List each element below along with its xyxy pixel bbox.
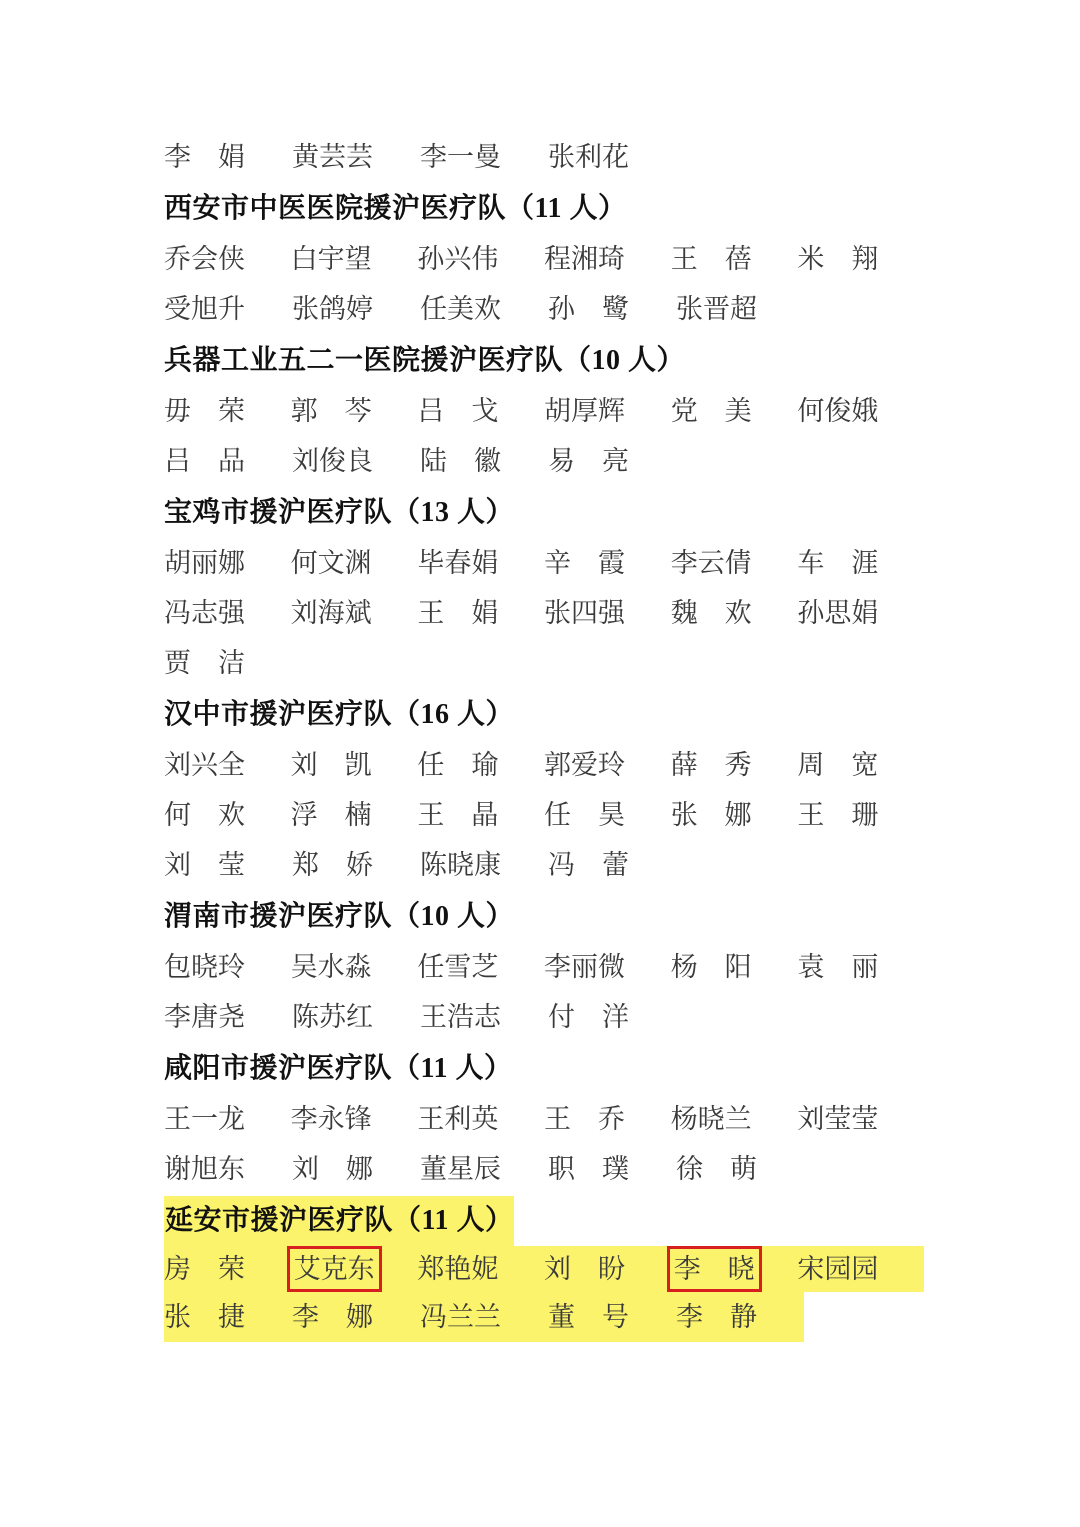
name-cell: 张 捷 [164,1292,292,1342]
name-row-highlighted [164,1246,924,1292]
name-cell: 徐 萌 [676,1154,757,1184]
group-heading: 西安市中医医院援沪医疗队（11 人） [164,193,627,224]
name-cell: 何 欢 [164,800,245,830]
name-cell: 陈晓康 [420,850,501,880]
name-cell: 浮 楠 [290,800,372,830]
name-cell: 吕 品 [164,446,245,476]
name-row [164,132,924,182]
name-cell: 周 宽 [797,750,879,780]
name-cell: 孙 鹭 [548,294,629,324]
name-row [164,284,924,334]
name-row [164,840,924,890]
name-cell: 王 珊 [797,800,879,830]
name-row [164,740,924,790]
name-cell: 白宇望 [290,244,372,274]
name-cell: 刘兴全 [164,750,245,780]
group-heading: 兵器工业五二一医院援沪医疗队（10 人） [164,345,686,376]
name-cell: 薛 秀 [670,750,752,780]
name-cell: 张四强 [544,598,626,628]
name-cell: 张利花 [548,142,629,172]
name-cell: 职 璞 [548,1154,629,1184]
name-cell: 王 乔 [544,1104,626,1134]
name-cell: 米 翔 [797,244,879,274]
name-cell: 陈苏红 [292,1002,373,1032]
name-cell: 吴水淼 [290,952,372,982]
group-heading: 宝鸡市援沪医疗队（13 人） [164,497,515,528]
name-cell: 黄芸芸 [292,142,373,172]
name-cell: 房 荣 [164,1246,291,1292]
name-row-highlighted [164,1292,924,1342]
name-cell: 李 娜 [292,1292,420,1342]
name-cell: 王 娟 [417,598,499,628]
name-row [164,1144,924,1194]
name-cell: 何文渊 [290,548,372,578]
group-heading-line [164,1194,924,1246]
name-row [164,638,924,688]
name-row [164,588,924,638]
name-cell: 贾 洁 [164,648,245,678]
group-heading: 渭南市援沪医疗队（10 人） [164,901,515,932]
name-row [164,234,924,284]
name-cell: 孙思娟 [797,598,879,628]
name-cell: 孙兴伟 [417,244,499,274]
document-body [164,132,924,1342]
name-cell: 张晋超 [676,294,757,324]
name-cell: 李一曼 [420,142,501,172]
name-cell-boxed [671,1246,798,1292]
name-cell: 刘莹莹 [797,1104,879,1134]
name-row [164,386,924,436]
name-row [164,942,924,992]
name-cell: 董星辰 [420,1154,501,1184]
name-cell: 刘 莹 [164,850,245,880]
name-cell: 杨晓兰 [670,1104,752,1134]
name-cell: 任 瑜 [417,750,499,780]
name-cell: 李丽微 [544,952,626,982]
group-heading: 咸阳市援沪医疗队（11 人） [164,1053,513,1084]
name-cell: 王 晶 [417,800,499,830]
name-cell: 毕春娟 [417,548,499,578]
name-cell: 何俊娥 [797,396,879,426]
name-cell: 付 洋 [548,1002,629,1032]
name-row [164,992,924,1042]
red-box-annotation: 艾克东 [287,1246,382,1292]
name-cell: 党 美 [670,396,752,426]
name-cell: 王利英 [417,1104,499,1134]
name-cell: 毋 荣 [164,396,245,426]
name-cell: 张鸽婷 [292,294,373,324]
name-cell: 杨 阳 [670,952,752,982]
name-row [164,1094,924,1144]
name-cell-boxed [291,1246,418,1292]
name-cell: 任美欢 [420,294,501,324]
name-row [164,790,924,840]
name-cell: 车 涯 [797,548,879,578]
name-cell: 刘 娜 [292,1154,373,1184]
group-heading-highlighted: 延安市援沪医疗队（11 人） [164,1196,514,1246]
name-cell: 受旭升 [164,294,245,324]
name-cell: 宋园园 [797,1246,924,1292]
name-cell: 胡厚辉 [544,396,626,426]
name-cell: 李永锋 [290,1104,372,1134]
name-cell: 胡丽娜 [164,548,245,578]
name-cell: 易 亮 [548,446,629,476]
name-cell: 刘俊良 [292,446,373,476]
name-cell: 冯兰兰 [420,1292,548,1342]
name-cell: 乔会侠 [164,244,245,274]
name-cell: 董 号 [548,1292,676,1342]
red-box-annotation: 李 晓 [667,1246,762,1292]
name-cell: 包晓玲 [164,952,245,982]
name-cell: 郭 芩 [290,396,372,426]
name-cell: 王 蓓 [670,244,752,274]
name-cell: 王浩志 [420,1002,501,1032]
name-cell: 刘海斌 [290,598,372,628]
name-cell: 刘 凯 [290,750,372,780]
name-cell: 任雪芝 [417,952,499,982]
name-cell: 袁 丽 [797,952,879,982]
group-heading: 汉中市援沪医疗队（16 人） [164,699,515,730]
name-cell: 陆 徽 [420,446,501,476]
name-cell: 吕 戈 [417,396,499,426]
name-cell: 谢旭东 [164,1154,245,1184]
name-cell: 魏 欢 [670,598,752,628]
name-cell: 郑艳妮 [417,1246,544,1292]
name-cell: 李唐尧 [164,1002,245,1032]
name-cell: 郭爱玲 [544,750,626,780]
name-cell: 李 娟 [164,142,245,172]
name-cell: 张 娜 [670,800,752,830]
name-cell: 任 昊 [544,800,626,830]
name-cell: 郑 娇 [292,850,373,880]
name-row [164,436,924,486]
name-cell: 程湘琦 [544,244,626,274]
name-cell: 辛 霞 [544,548,626,578]
name-cell: 李 静 [676,1292,804,1342]
name-cell: 冯 蕾 [548,850,629,880]
name-cell: 李云倩 [670,548,752,578]
name-cell: 冯志强 [164,598,245,628]
name-cell: 王一龙 [164,1104,245,1134]
name-row [164,538,924,588]
name-cell: 刘 盼 [544,1246,671,1292]
